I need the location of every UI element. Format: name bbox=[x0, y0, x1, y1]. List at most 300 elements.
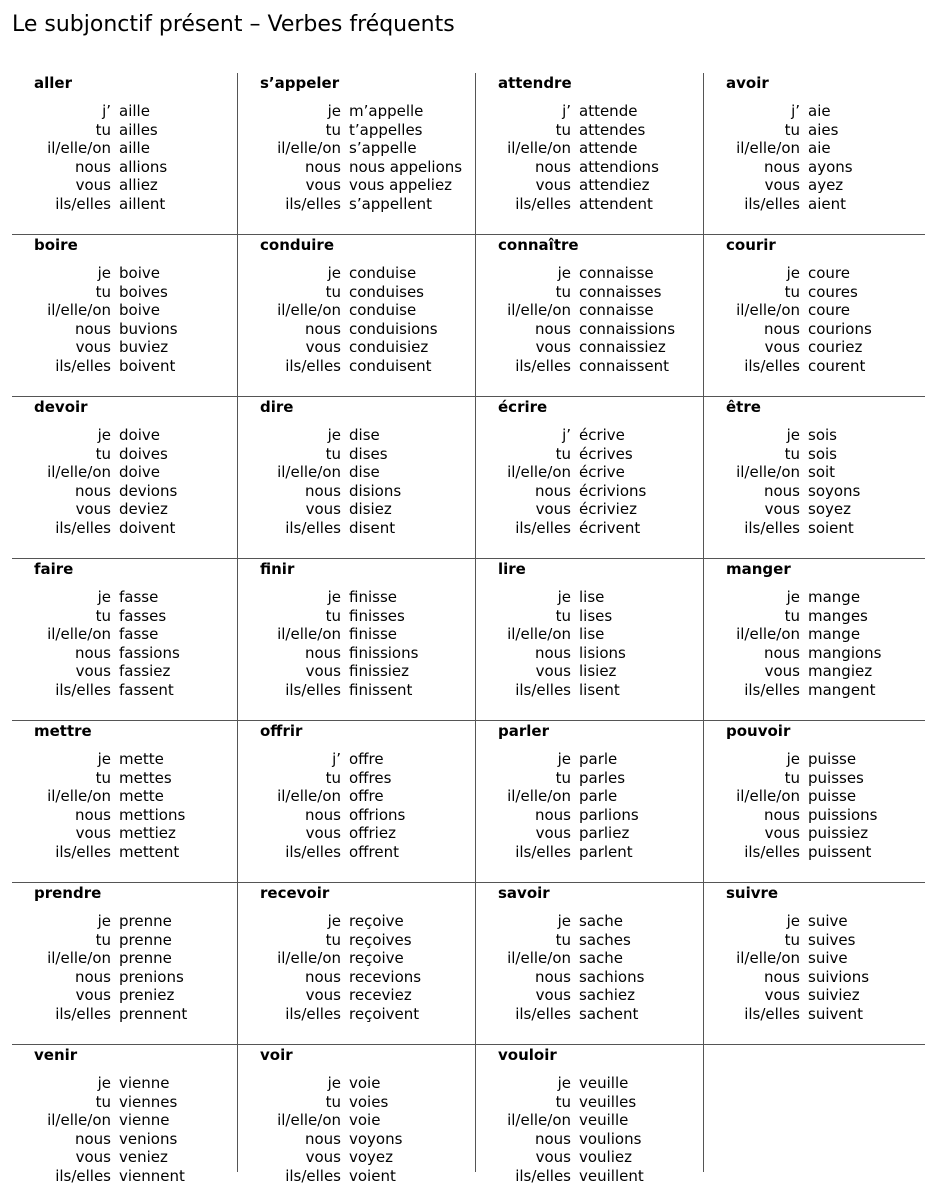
conjugation-line bbox=[12, 931, 237, 950]
conjugation-line bbox=[704, 357, 925, 376]
verb-form: t’appelles bbox=[349, 120, 423, 139]
verb-form: soient bbox=[808, 518, 854, 537]
verb-cell bbox=[238, 1045, 476, 1185]
verb-form: fassent bbox=[119, 680, 174, 699]
conjugation-line bbox=[476, 176, 703, 195]
verb-form: offre bbox=[349, 750, 384, 768]
conjugation-line bbox=[704, 625, 925, 644]
pronoun: ils/elles bbox=[55, 1166, 111, 1185]
pronoun: il/elle/on bbox=[736, 301, 800, 319]
pronoun: tu bbox=[325, 930, 341, 949]
conjugation-line bbox=[12, 301, 237, 320]
pronoun: nous bbox=[763, 319, 800, 338]
conjugation-line bbox=[12, 912, 237, 931]
verb-form: mettent bbox=[119, 842, 180, 861]
pronoun: ils/elles bbox=[55, 680, 111, 699]
pronoun: nous bbox=[74, 1129, 111, 1148]
verb-form: buviez bbox=[119, 338, 169, 356]
verb-form: fasses bbox=[119, 606, 167, 625]
verb-form: attendes bbox=[579, 120, 646, 139]
conjugation-line bbox=[476, 283, 703, 302]
conjugation-line bbox=[238, 769, 475, 788]
conjugation-line bbox=[238, 588, 475, 607]
verb-cell bbox=[12, 1045, 238, 1185]
verb-form: parlions bbox=[579, 805, 639, 824]
conjugation-line bbox=[238, 102, 475, 121]
pronoun: tu bbox=[784, 606, 800, 625]
pronoun: vous bbox=[764, 338, 800, 356]
verb-form: lisent bbox=[579, 680, 620, 699]
pronoun: vous bbox=[535, 986, 571, 1004]
verb-cell bbox=[12, 73, 238, 234]
verb-cell bbox=[238, 883, 476, 1044]
pronoun: nous bbox=[74, 643, 111, 662]
pronoun: il/elle/on bbox=[47, 139, 111, 157]
pronoun: je bbox=[97, 1074, 111, 1092]
pronoun: nous bbox=[763, 805, 800, 824]
pronoun: nous bbox=[304, 481, 341, 500]
conjugation-list bbox=[704, 264, 925, 375]
verb-form: coure bbox=[808, 264, 850, 282]
pronoun: nous bbox=[534, 157, 571, 176]
conjugation-list bbox=[12, 912, 237, 1023]
verb-form: venions bbox=[119, 1129, 178, 1148]
pronoun: nous bbox=[534, 967, 571, 986]
verb-form: boive bbox=[119, 301, 160, 319]
verb-infinitive: avoir bbox=[726, 74, 769, 92]
conjugation-line bbox=[12, 662, 237, 681]
verb-form: mangiez bbox=[808, 662, 873, 680]
conjugation-line bbox=[12, 625, 237, 644]
conjugation-line bbox=[704, 949, 925, 968]
verb-form: puisse bbox=[808, 750, 857, 768]
pronoun: je bbox=[327, 588, 341, 606]
conjugation-line bbox=[12, 1074, 237, 1093]
conjugation-line bbox=[704, 482, 925, 501]
verb-form: reçoivent bbox=[349, 1004, 420, 1023]
verb-form: lisiez bbox=[579, 662, 617, 680]
verb-form: voyons bbox=[349, 1129, 403, 1148]
pronoun: je bbox=[327, 264, 341, 282]
verb-row bbox=[12, 73, 925, 235]
pronoun: vous bbox=[535, 662, 571, 680]
conjugation-line bbox=[238, 357, 475, 376]
conjugation-line bbox=[238, 787, 475, 806]
conjugation-line bbox=[476, 769, 703, 788]
conjugation-line bbox=[704, 445, 925, 464]
verb-cell bbox=[238, 235, 476, 396]
conjugation-line bbox=[704, 338, 925, 357]
conjugation-line bbox=[238, 500, 475, 519]
conjugation-line bbox=[704, 176, 925, 195]
verb-cell bbox=[704, 559, 925, 720]
verb-form: attendions bbox=[579, 157, 659, 176]
pronoun: nous bbox=[74, 481, 111, 500]
pronoun: tu bbox=[555, 768, 571, 787]
verb-cell bbox=[476, 73, 704, 234]
pronoun: vous bbox=[764, 662, 800, 680]
conjugation-line bbox=[238, 806, 475, 825]
pronoun: il/elle/on bbox=[507, 949, 571, 967]
conjugation-line bbox=[238, 482, 475, 501]
conjugation-line bbox=[12, 338, 237, 357]
pronoun: il/elle/on bbox=[277, 463, 341, 481]
conjugation-line bbox=[476, 426, 703, 445]
verb-form: veuille bbox=[579, 1074, 629, 1092]
pronoun: je bbox=[557, 264, 571, 282]
pronoun: nous bbox=[304, 1129, 341, 1148]
pronoun: tu bbox=[95, 444, 111, 463]
conjugation-line bbox=[704, 787, 925, 806]
verb-form: soyez bbox=[808, 500, 851, 518]
page-title: Le subjonctif présent – Verbes fréquents bbox=[12, 12, 455, 37]
verb-form: saches bbox=[579, 930, 631, 949]
conjugation-line bbox=[238, 644, 475, 663]
conjugation-line bbox=[704, 607, 925, 626]
pronoun: j’ bbox=[332, 750, 341, 768]
conjugation-line bbox=[704, 426, 925, 445]
conjugation-line bbox=[704, 264, 925, 283]
pronoun: vous bbox=[75, 1148, 111, 1166]
conjugation-list bbox=[238, 426, 475, 537]
conjugation-list bbox=[476, 912, 703, 1023]
verb-conjugation-grid bbox=[12, 73, 925, 1185]
conjugation-line bbox=[476, 500, 703, 519]
verb-form: sachiez bbox=[579, 986, 636, 1004]
verb-form: connaissent bbox=[579, 356, 670, 375]
verb-form: mange bbox=[808, 588, 861, 606]
conjugation-line bbox=[704, 158, 925, 177]
pronoun: je bbox=[557, 912, 571, 930]
conjugation-line bbox=[238, 968, 475, 987]
conjugation-line bbox=[238, 283, 475, 302]
verb-form: sache bbox=[579, 912, 623, 930]
verb-infinitive: mettre bbox=[34, 722, 92, 740]
pronoun: vous bbox=[764, 824, 800, 842]
conjugation-line bbox=[476, 519, 703, 538]
pronoun: je bbox=[97, 912, 111, 930]
conjugation-line bbox=[238, 681, 475, 700]
verb-infinitive: aller bbox=[34, 74, 72, 92]
verb-cell bbox=[238, 559, 476, 720]
conjugation-line bbox=[476, 338, 703, 357]
conjugation-line bbox=[476, 1074, 703, 1093]
pronoun: nous bbox=[304, 805, 341, 824]
verb-form: veuillent bbox=[579, 1166, 644, 1185]
verb-form: recevions bbox=[349, 967, 422, 986]
pronoun: il/elle/on bbox=[277, 625, 341, 643]
conjugation-line bbox=[238, 931, 475, 950]
verb-row bbox=[12, 721, 925, 883]
conjugation-line bbox=[704, 806, 925, 825]
conjugation-line bbox=[704, 750, 925, 769]
verb-form: disiez bbox=[349, 500, 392, 518]
conjugation-line bbox=[12, 986, 237, 1005]
conjugation-line bbox=[476, 1167, 703, 1186]
conjugation-line bbox=[12, 500, 237, 519]
verb-form: fassions bbox=[119, 643, 180, 662]
pronoun: j’ bbox=[562, 426, 571, 444]
verb-form: suiviez bbox=[808, 986, 860, 1004]
verb-form: suivent bbox=[808, 1004, 863, 1023]
pronoun: ils/elles bbox=[285, 1004, 341, 1023]
pronoun: nous bbox=[763, 967, 800, 986]
verb-form: fasse bbox=[119, 588, 159, 606]
verb-form: reçoive bbox=[349, 912, 404, 930]
verb-form: sachions bbox=[579, 967, 645, 986]
conjugation-line bbox=[238, 445, 475, 464]
pronoun: tu bbox=[325, 606, 341, 625]
pronoun: tu bbox=[784, 444, 800, 463]
verb-form: ailles bbox=[119, 120, 158, 139]
pronoun: je bbox=[786, 912, 800, 930]
pronoun: nous bbox=[304, 967, 341, 986]
conjugation-line bbox=[12, 1167, 237, 1186]
pronoun: il/elle/on bbox=[47, 463, 111, 481]
conjugation-line bbox=[12, 426, 237, 445]
pronoun: j’ bbox=[102, 102, 111, 120]
conjugation-line bbox=[476, 662, 703, 681]
conjugation-line bbox=[704, 588, 925, 607]
conjugation-line bbox=[238, 1074, 475, 1093]
conjugation-line bbox=[476, 320, 703, 339]
pronoun: je bbox=[786, 750, 800, 768]
pronoun: tu bbox=[555, 120, 571, 139]
verb-form: attendent bbox=[579, 194, 653, 213]
conjugation-list bbox=[704, 750, 925, 861]
verb-form: vous appeliez bbox=[349, 176, 453, 194]
conjugation-line bbox=[238, 1167, 475, 1186]
verb-form: prenne bbox=[119, 949, 172, 967]
verb-cell bbox=[476, 235, 704, 396]
pronoun: ils/elles bbox=[744, 518, 800, 537]
pronoun: il/elle/on bbox=[507, 139, 571, 157]
conjugation-line bbox=[12, 195, 237, 214]
verb-form: ayez bbox=[808, 176, 844, 194]
verb-row bbox=[12, 559, 925, 721]
verb-infinitive: finir bbox=[260, 560, 295, 578]
conjugation-line bbox=[476, 931, 703, 950]
pronoun: je bbox=[327, 912, 341, 930]
pronoun: ils/elles bbox=[285, 194, 341, 213]
verb-form: mangions bbox=[808, 643, 882, 662]
verb-cell bbox=[12, 721, 238, 882]
verb-cell bbox=[12, 235, 238, 396]
conjugation-line bbox=[476, 588, 703, 607]
verb-form: mange bbox=[808, 625, 861, 643]
verb-form: reçoive bbox=[349, 949, 404, 967]
verb-form: connaisse bbox=[579, 301, 654, 319]
pronoun: tu bbox=[325, 282, 341, 301]
pronoun: vous bbox=[305, 986, 341, 1004]
pronoun: il/elle/on bbox=[507, 1111, 571, 1129]
pronoun: tu bbox=[95, 282, 111, 301]
pronoun: ils/elles bbox=[285, 356, 341, 375]
verb-form: mette bbox=[119, 787, 164, 805]
verb-form: attende bbox=[579, 102, 638, 120]
conjugation-line bbox=[476, 824, 703, 843]
conjugation-line bbox=[476, 1130, 703, 1149]
conjugation-line bbox=[476, 463, 703, 482]
pronoun: nous bbox=[763, 157, 800, 176]
verb-form: suives bbox=[808, 930, 856, 949]
conjugation-line bbox=[476, 607, 703, 626]
verb-form: connaissions bbox=[579, 319, 676, 338]
pronoun: tu bbox=[95, 768, 111, 787]
conjugation-line bbox=[12, 102, 237, 121]
verb-cell bbox=[12, 883, 238, 1044]
pronoun: ils/elles bbox=[515, 680, 571, 699]
pronoun: je bbox=[557, 1074, 571, 1092]
conjugation-line bbox=[238, 158, 475, 177]
verb-cell bbox=[476, 397, 704, 558]
pronoun: tu bbox=[555, 444, 571, 463]
pronoun: vous bbox=[75, 824, 111, 842]
pronoun: il/elle/on bbox=[507, 625, 571, 643]
verb-form: sois bbox=[808, 426, 837, 444]
verb-form: receviez bbox=[349, 986, 412, 1004]
conjugation-list bbox=[12, 264, 237, 375]
conjugation-line bbox=[12, 968, 237, 987]
conjugation-line bbox=[476, 644, 703, 663]
conjugation-line bbox=[12, 607, 237, 626]
verb-infinitive: pouvoir bbox=[726, 722, 791, 740]
pronoun: vous bbox=[305, 500, 341, 518]
verb-form: attendiez bbox=[579, 176, 650, 194]
verb-cell bbox=[476, 1045, 704, 1185]
conjugation-line bbox=[238, 1111, 475, 1130]
pronoun: tu bbox=[325, 1092, 341, 1111]
verb-infinitive: courir bbox=[726, 236, 776, 254]
conjugation-line bbox=[12, 681, 237, 700]
verb-form: offre bbox=[349, 787, 384, 805]
verb-form: suive bbox=[808, 949, 848, 967]
conjugation-line bbox=[12, 588, 237, 607]
conjugation-line bbox=[476, 301, 703, 320]
conjugation-list bbox=[12, 102, 237, 213]
pronoun: ils/elles bbox=[55, 194, 111, 213]
verb-infinitive: suivre bbox=[726, 884, 779, 902]
pronoun: vous bbox=[535, 1148, 571, 1166]
verb-form: écrivent bbox=[579, 518, 641, 537]
conjugation-line bbox=[238, 607, 475, 626]
pronoun: ils/elles bbox=[285, 842, 341, 861]
pronoun: il/elle/on bbox=[277, 301, 341, 319]
verb-form: dise bbox=[349, 426, 380, 444]
conjugation-line bbox=[704, 662, 925, 681]
conjugation-line bbox=[12, 769, 237, 788]
conjugation-line bbox=[704, 195, 925, 214]
verb-form: mette bbox=[119, 750, 164, 768]
pronoun: tu bbox=[784, 282, 800, 301]
verb-infinitive: s’appeler bbox=[260, 74, 340, 92]
verb-form: coures bbox=[808, 282, 858, 301]
pronoun: il/elle/on bbox=[277, 1111, 341, 1129]
conjugation-line bbox=[704, 986, 925, 1005]
conjugation-list bbox=[12, 750, 237, 861]
verb-form: prenne bbox=[119, 912, 172, 930]
pronoun: tu bbox=[95, 1092, 111, 1111]
pronoun: il/elle/on bbox=[47, 1111, 111, 1129]
verb-form: puissent bbox=[808, 842, 872, 861]
pronoun: tu bbox=[95, 120, 111, 139]
pronoun: tu bbox=[325, 444, 341, 463]
verb-form: buvions bbox=[119, 319, 178, 338]
pronoun: j’ bbox=[562, 102, 571, 120]
verb-form: lises bbox=[579, 606, 613, 625]
verb-form: finisse bbox=[349, 625, 397, 643]
pronoun: ils/elles bbox=[515, 518, 571, 537]
verb-infinitive: vouloir bbox=[498, 1046, 557, 1064]
conjugation-line bbox=[12, 463, 237, 482]
verb-form: puisses bbox=[808, 768, 864, 787]
pronoun: il/elle/on bbox=[47, 625, 111, 643]
conjugation-line bbox=[238, 1130, 475, 1149]
pronoun: vous bbox=[764, 500, 800, 518]
verb-infinitive: recevoir bbox=[260, 884, 330, 902]
verb-form: allions bbox=[119, 157, 168, 176]
pronoun: tu bbox=[784, 120, 800, 139]
verb-infinitive: être bbox=[726, 398, 761, 416]
verb-cell bbox=[238, 721, 476, 882]
verb-form: boive bbox=[119, 264, 160, 282]
verb-form: viennent bbox=[119, 1166, 185, 1185]
verb-form: conduisions bbox=[349, 319, 438, 338]
verb-form: sois bbox=[808, 444, 837, 463]
pronoun: il/elle/on bbox=[736, 139, 800, 157]
verb-form: parle bbox=[579, 787, 618, 805]
verb-form: doivent bbox=[119, 518, 176, 537]
pronoun: ils/elles bbox=[515, 356, 571, 375]
pronoun: tu bbox=[784, 768, 800, 787]
conjugation-line bbox=[704, 843, 925, 862]
verb-cell bbox=[238, 73, 476, 234]
verb-form: veuille bbox=[579, 1111, 629, 1129]
verb-infinitive: voir bbox=[260, 1046, 293, 1064]
pronoun: ils/elles bbox=[744, 842, 800, 861]
conjugation-line bbox=[12, 787, 237, 806]
conjugation-line bbox=[238, 986, 475, 1005]
conjugation-line bbox=[12, 750, 237, 769]
pronoun: il/elle/on bbox=[736, 949, 800, 967]
conjugation-line bbox=[476, 625, 703, 644]
pronoun: nous bbox=[534, 481, 571, 500]
verb-form: nous appelions bbox=[349, 157, 463, 176]
conjugation-list bbox=[238, 912, 475, 1023]
verb-form: aie bbox=[808, 102, 831, 120]
pronoun: nous bbox=[534, 1129, 571, 1148]
pronoun: ils/elles bbox=[744, 680, 800, 699]
verb-form: puissiez bbox=[808, 824, 869, 842]
conjugation-line bbox=[704, 824, 925, 843]
verb-cell bbox=[704, 1045, 925, 1172]
conjugation-line bbox=[12, 806, 237, 825]
pronoun: il/elle/on bbox=[47, 949, 111, 967]
verb-infinitive: parler bbox=[498, 722, 549, 740]
conjugation-line bbox=[12, 1093, 237, 1112]
pronoun: je bbox=[327, 102, 341, 120]
pronoun: nous bbox=[304, 643, 341, 662]
verb-infinitive: dire bbox=[260, 398, 294, 416]
verb-form: conduisent bbox=[349, 356, 432, 375]
pronoun: tu bbox=[95, 606, 111, 625]
pronoun: je bbox=[327, 426, 341, 444]
pronoun: tu bbox=[784, 930, 800, 949]
verb-form: dises bbox=[349, 444, 388, 463]
verb-form: viennes bbox=[119, 1092, 178, 1111]
verb-form: écrivions bbox=[579, 481, 647, 500]
verb-form: finissions bbox=[349, 643, 419, 662]
